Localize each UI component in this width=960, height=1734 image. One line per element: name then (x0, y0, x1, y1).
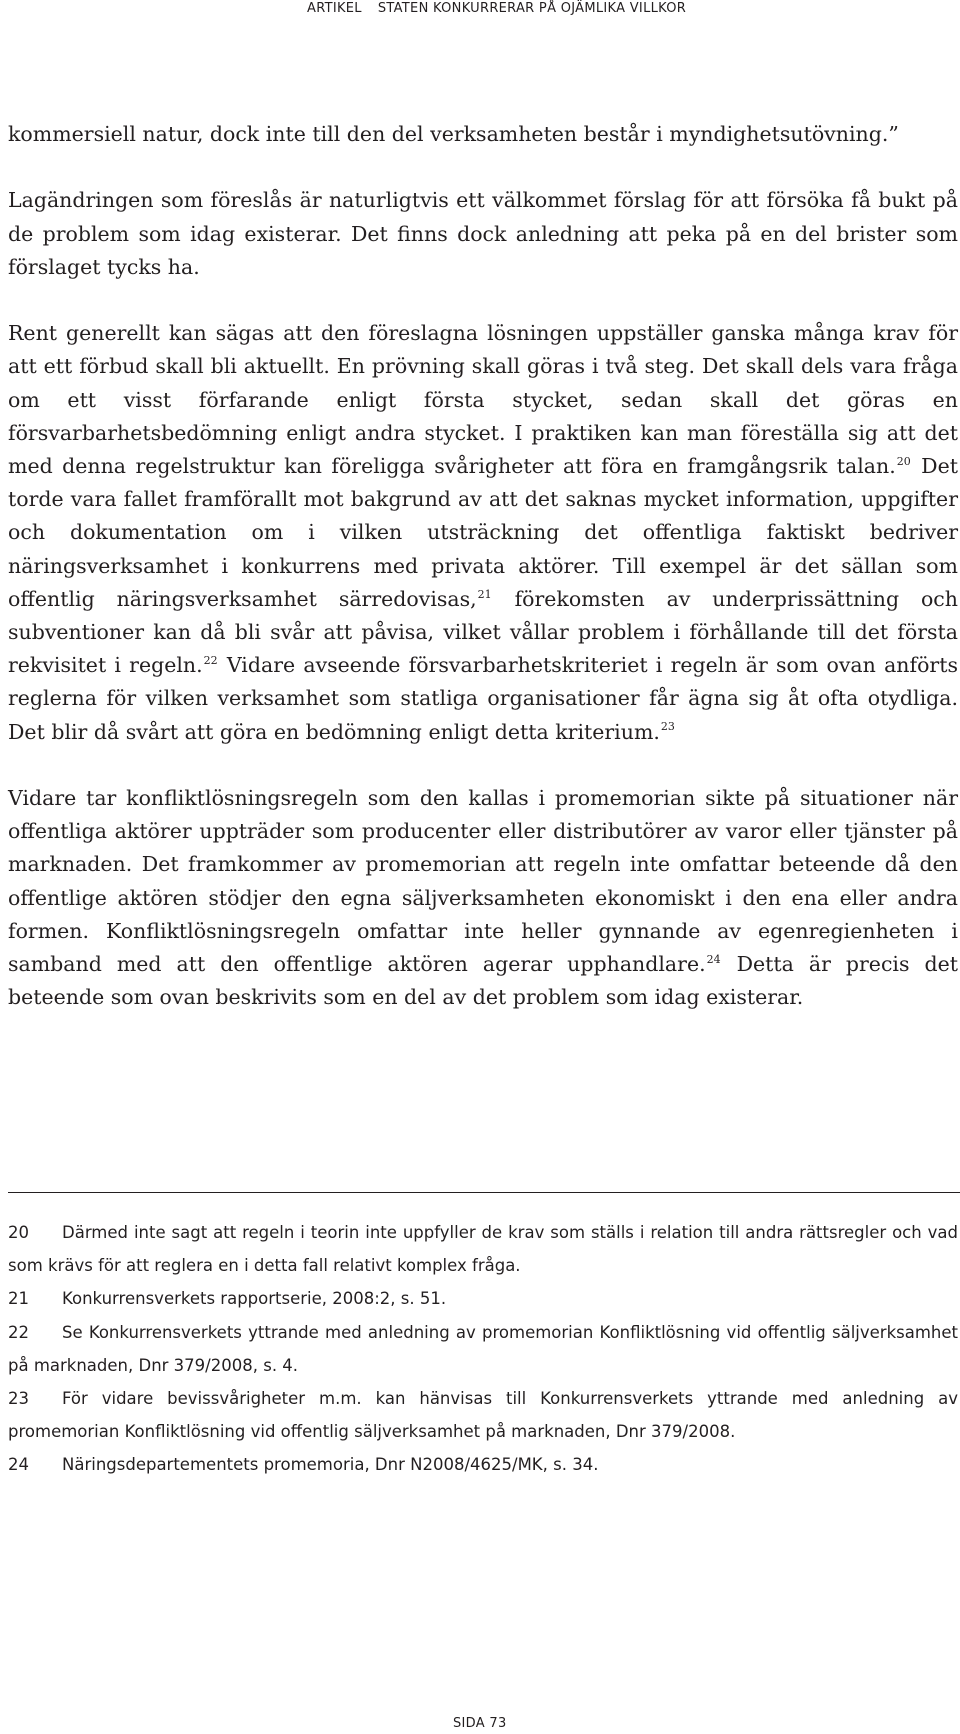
footnote-text: Därmed inte sagt att regeln i teorin inte uppfyller de krav som ställs i relation till andra rättsregler och vad som krävs för att reglera en i detta fall relativt komplex fråga. (8, 1223, 958, 1276)
footnote-ref-21[interactable]: 21 (477, 587, 492, 601)
paragraph-1: kommersiell natur, dock inte till den del verksamheten består i myndighetsutövning.” (8, 122, 899, 146)
footnote-ref-23[interactable]: 23 (660, 720, 675, 734)
footnotes (8, 1216, 958, 1482)
paragraph-4-text-a: Vidare tar konfliktlösningsregeln som den kallas i promemorian sikte på situationer när offentliga aktörer uppträder som producenter eller distributörer av varor eller tjänster på marknaden. Det framkommer av promemorian att regeln inte omfattar beteende då den offentlige aktören stödjer den egna säljverksamheten ekonomiskt i den ena eller andra formen. Konfliktlösningsregeln omfattar inte heller gynnande av egenregienheten i samband med att den offentlige aktören agerar upphandlare. (8, 786, 958, 977)
paragraph-4 (8, 782, 958, 1014)
footnote-number: 22 (8, 1322, 29, 1342)
paragraph-3-text-b: Det torde vara fallet framförallt mot bakgrund av att det saknas mycket information, uppgifter och dokumentation om i vilken utsträckning det offentliga faktiskt bedriver näringsverksamhet i konkurrens med privata aktörer. Till exempel är det sällan som offentlig näringsverksamhet särredovisas, (8, 454, 958, 611)
footnote-23 (8, 1382, 958, 1448)
paragraph-4-text-b: Detta är precis det beteende som ovan beskrivits som en del av det problem som idag existerar. (8, 952, 958, 1010)
paragraph-3-text-c: förekomsten av underprissättning och subventioner kan då bli svår att påvisa, vilket vållar problem i förhållande till det första rekvisitet i regeln. (8, 586, 958, 678)
footnote-22 (8, 1316, 958, 1382)
footnote-21 (8, 1282, 958, 1315)
running-header (307, 1, 686, 16)
footnote-ref-24[interactable]: 24 (706, 952, 721, 966)
footnote-number: 20 (8, 1223, 29, 1242)
footnote-20 (8, 1216, 958, 1282)
article-body (8, 118, 958, 1014)
footnote-text: Näringsdepartementets promemoria, Dnr N2008/4625/MK, s. 34. (62, 1455, 599, 1475)
footnote-number: 24 (8, 1455, 29, 1475)
footnote-number: 21 (8, 1289, 29, 1309)
footnote-text: Se Konkurrensverkets yttrande med anledning av promemorian Konfliktlösning vid offentlig säljverksamhet på marknaden, Dnr 379/2008, s. 4. (8, 1322, 958, 1375)
paragraph-2: Lagändringen som föreslås är naturligtvis ett välkommet förslag för att försöka få bukt på de problem som idag existerar. Det finns dock anledning att peka på en del brister som förslaget tycks ha. (8, 188, 958, 279)
footnote-number: 23 (8, 1389, 29, 1409)
header-section: ARTIKEL (307, 1, 362, 16)
paragraph-3-text-a: Rent generellt kan sägas att den föreslagna lösningen uppställer ganska många krav för att ett förbud skall bli aktuellt. En prövning skall göras i två steg. Det skall dels vara fråga om ett visst förfarande enligt första stycket, sedan skall det göras en försvarbarhetsbedömning enligt andra stycket. I praktiken kan man föreställa sig att det med denna regelstruktur kan föreligga svårigheter att föra en framgångsrik talan. (8, 321, 958, 478)
paragraph-3 (8, 317, 958, 749)
footnote-24 (8, 1448, 958, 1481)
footnote-text: Konkurrensverkets rapportserie, 2008:2, s. 51. (62, 1289, 447, 1309)
footnote-ref-22[interactable]: 22 (203, 653, 218, 667)
page-number: SIDA 73 (453, 1716, 507, 1731)
header-title: STATEN KONKURRERAR PÅ OJÄMLIKA VILLKOR (377, 1, 687, 16)
footnote-ref-20[interactable]: 20 (896, 454, 911, 468)
footnote-text: För vidare bevissvårigheter m.m. kan hänvisas till Konkurrensverkets yttrande med anledning av promemorian Konfliktlösning vid offentlig säljverksamhet på marknaden, Dnr 379/2008. (8, 1389, 958, 1442)
paragraph-3-text-d: Vidare avseende försvarbarhetskriteriet i regeln är som ovan anförts reglerna för vilken verksamhet som statliga organisationer får ägna sig åt ofta otydliga. Det blir då svårt att göra en bedömning enligt detta kriterium. (8, 653, 958, 744)
footnote-divider (8, 1192, 960, 1193)
